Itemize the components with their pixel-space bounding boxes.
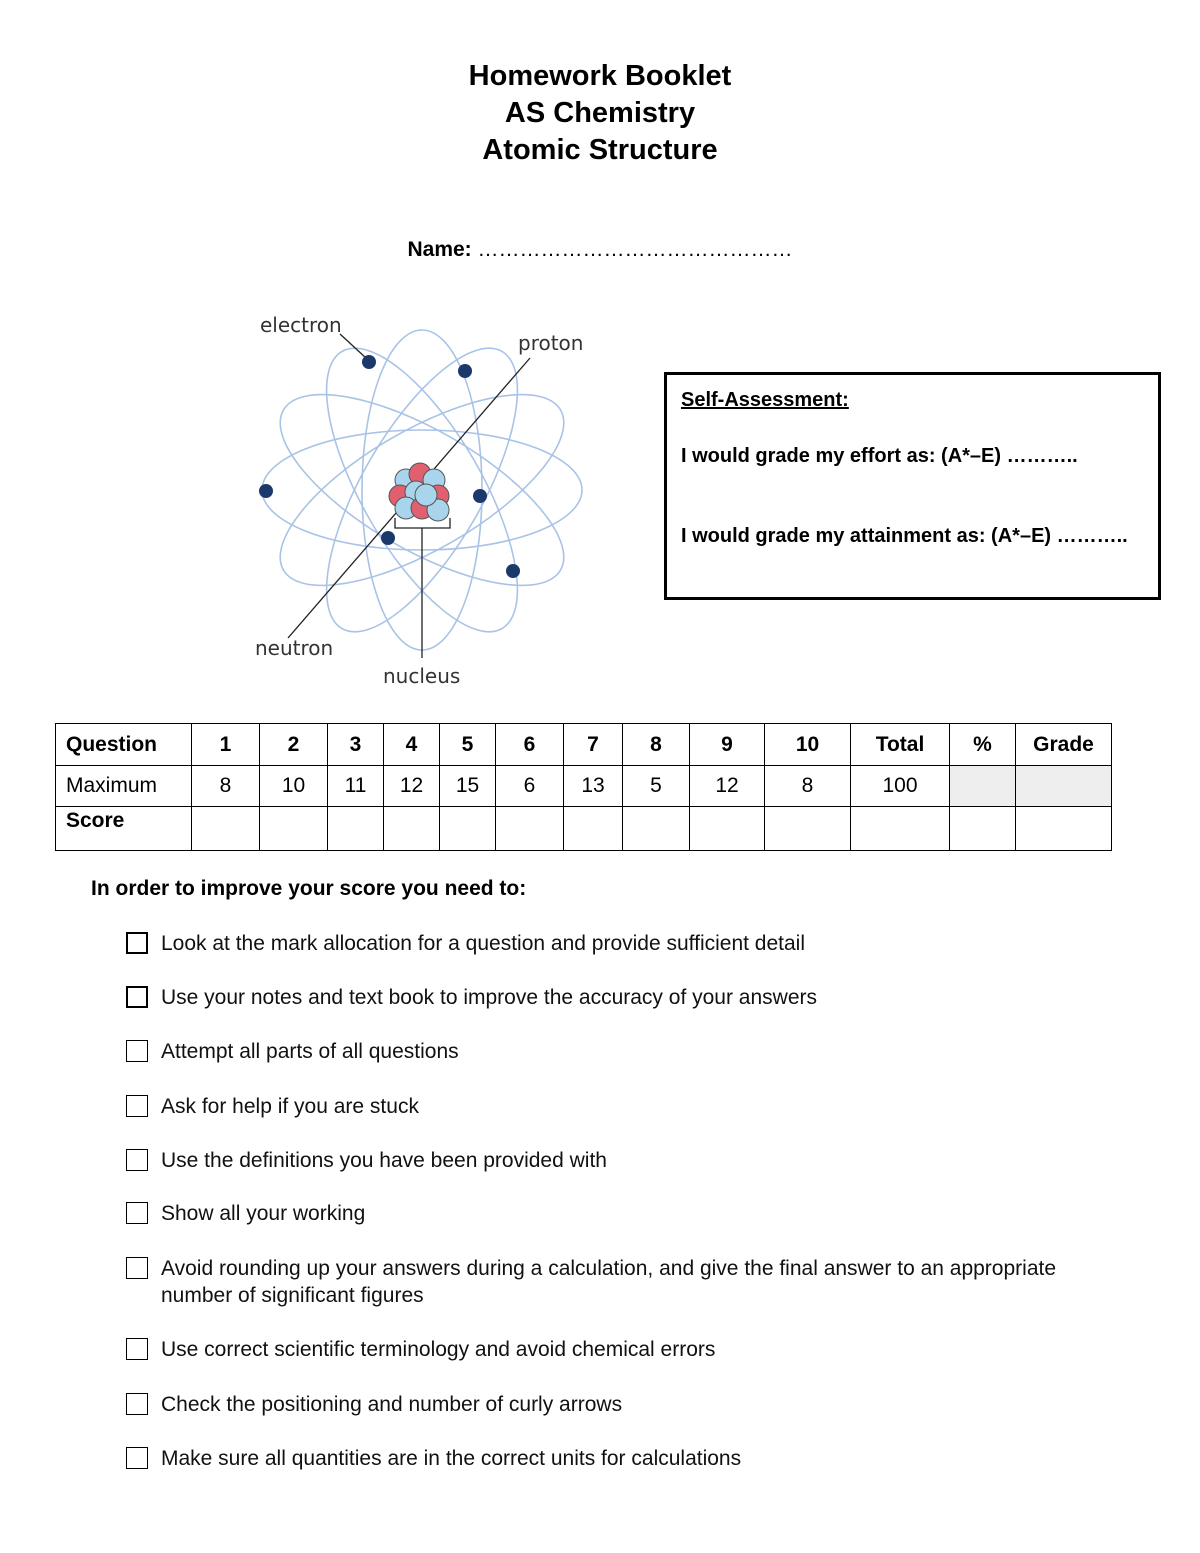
neutron-label: neutron bbox=[255, 636, 334, 660]
table-score-row bbox=[56, 807, 1112, 851]
table-cell: 1 bbox=[192, 724, 260, 766]
table-cell: 12 bbox=[384, 766, 440, 807]
score-input-cell[interactable] bbox=[690, 807, 765, 851]
table-cell: 7 bbox=[564, 724, 623, 766]
table-cell: 3 bbox=[328, 724, 384, 766]
self-assessment-heading: Self-Assessment: bbox=[681, 389, 849, 411]
table-cell: 8 bbox=[765, 766, 851, 807]
title-booklet: Homework Booklet bbox=[468, 60, 732, 92]
list-item[interactable] bbox=[126, 930, 1061, 957]
table-cell: 6 bbox=[496, 724, 564, 766]
title-block bbox=[0, 58, 1200, 169]
table-cell bbox=[950, 766, 1016, 807]
list-item[interactable] bbox=[126, 1200, 1061, 1227]
table-cell: 4 bbox=[384, 724, 440, 766]
name-blank[interactable]: ……………………………………… bbox=[477, 238, 793, 261]
table-cell: 5 bbox=[440, 724, 496, 766]
nucleus-label: nucleus bbox=[383, 664, 461, 688]
self-assessment-box bbox=[664, 372, 1161, 600]
checkbox[interactable] bbox=[126, 1393, 148, 1415]
score-input-cell[interactable] bbox=[623, 807, 690, 851]
score-input-cell[interactable] bbox=[564, 807, 623, 851]
list-item[interactable] bbox=[126, 1255, 1061, 1309]
table-cell: 6 bbox=[496, 766, 564, 807]
table-cell: Question bbox=[56, 724, 192, 766]
checkbox[interactable] bbox=[126, 986, 148, 1008]
list-item-text: Show all your working bbox=[161, 1202, 366, 1225]
score-input-cell[interactable] bbox=[440, 807, 496, 851]
electron-particle bbox=[362, 355, 376, 369]
table-header-row bbox=[56, 724, 1112, 766]
score-input-cell[interactable] bbox=[260, 807, 328, 851]
list-item[interactable] bbox=[126, 1336, 1061, 1363]
checkbox[interactable] bbox=[126, 1040, 148, 1062]
list-item[interactable] bbox=[126, 984, 1061, 1011]
table-cell: 15 bbox=[440, 766, 496, 807]
list-item[interactable] bbox=[126, 1093, 1061, 1120]
electron-particle bbox=[259, 484, 273, 498]
table-cell: 13 bbox=[564, 766, 623, 807]
list-item[interactable] bbox=[126, 1038, 1061, 1065]
table-cell: 8 bbox=[192, 766, 260, 807]
electron-pointer-line bbox=[340, 334, 366, 358]
checkbox[interactable] bbox=[126, 1095, 148, 1117]
table-cell: 10 bbox=[260, 766, 328, 807]
checkbox[interactable] bbox=[126, 1257, 148, 1279]
score-input-cell[interactable] bbox=[1016, 807, 1112, 851]
attainment-grade-line[interactable]: I would grade my attainment as: (A*–E) ……….. bbox=[681, 525, 1128, 547]
score-input-cell[interactable] bbox=[328, 807, 384, 851]
list-item-text: Check the positioning and number of curly arrows bbox=[161, 1393, 623, 1416]
table-cell: 11 bbox=[328, 766, 384, 807]
name-label: Name: bbox=[407, 238, 472, 261]
electron-particle bbox=[381, 531, 395, 545]
list-item[interactable] bbox=[126, 1391, 1061, 1418]
score-input-cell[interactable] bbox=[765, 807, 851, 851]
table-cell: 8 bbox=[623, 724, 690, 766]
table-cell: 100 bbox=[851, 766, 950, 807]
list-item-text: Ask for help if you are stuck bbox=[161, 1095, 419, 1118]
score-table bbox=[55, 723, 1112, 851]
list-item-text: Use your notes and text book to improve the accuracy of your answers bbox=[161, 986, 817, 1009]
electron-label: electron bbox=[260, 313, 342, 337]
checkbox[interactable] bbox=[126, 1202, 148, 1224]
table-cell: 10 bbox=[765, 724, 851, 766]
electron-particle bbox=[458, 364, 472, 378]
neutron-particle bbox=[415, 484, 437, 506]
score-input-cell[interactable] bbox=[950, 807, 1016, 851]
checkbox[interactable] bbox=[126, 1149, 148, 1171]
effort-grade-line[interactable]: I would grade my effort as: (A*–E) ……….. bbox=[681, 445, 1078, 467]
checkbox[interactable] bbox=[126, 1447, 148, 1469]
improve-heading: In order to improve your score you need to: bbox=[91, 877, 527, 900]
list-item-text: Look at the mark allocation for a question and provide sufficient detail bbox=[161, 932, 806, 955]
table-cell: 12 bbox=[690, 766, 765, 807]
nucleus bbox=[389, 463, 449, 521]
list-item-text: Attempt all parts of all questions bbox=[161, 1040, 459, 1063]
list-item-text: Make sure all quantities are in the correct units for calculations bbox=[161, 1447, 742, 1470]
table-cell: 9 bbox=[690, 724, 765, 766]
list-item-text: Avoid rounding up your answers during a calculation, and give the final answer to an appropriate number of significant figures bbox=[161, 1257, 1057, 1307]
score-input-cell[interactable] bbox=[496, 807, 564, 851]
table-cell: Total bbox=[851, 724, 950, 766]
list-item[interactable] bbox=[126, 1147, 1061, 1174]
table-maximum-row bbox=[56, 766, 1112, 807]
table-cell: Maximum bbox=[56, 766, 192, 807]
title-subject: AS Chemistry bbox=[504, 97, 696, 129]
list-item-text: Use the definitions you have been provided with bbox=[161, 1149, 607, 1172]
score-input-cell[interactable] bbox=[851, 807, 950, 851]
electron-particle bbox=[506, 564, 520, 578]
table-cell: Grade bbox=[1016, 724, 1112, 766]
list-item[interactable] bbox=[126, 1445, 1061, 1472]
proton-label: proton bbox=[518, 331, 584, 355]
electron-particle bbox=[473, 489, 487, 503]
list-item-text: Use correct scientific terminology and avoid chemical errors bbox=[161, 1338, 716, 1361]
table-cell bbox=[1016, 766, 1112, 807]
name-field[interactable] bbox=[0, 238, 1200, 262]
score-input-cell[interactable] bbox=[384, 807, 440, 851]
table-cell: Score bbox=[56, 807, 192, 851]
table-cell: 5 bbox=[623, 766, 690, 807]
table-cell: 2 bbox=[260, 724, 328, 766]
atom-diagram bbox=[230, 300, 630, 700]
checkbox[interactable] bbox=[126, 932, 148, 954]
score-input-cell[interactable] bbox=[192, 807, 260, 851]
table-cell: % bbox=[950, 724, 1016, 766]
title-topic: Atomic Structure bbox=[482, 134, 718, 166]
checkbox[interactable] bbox=[126, 1338, 148, 1360]
